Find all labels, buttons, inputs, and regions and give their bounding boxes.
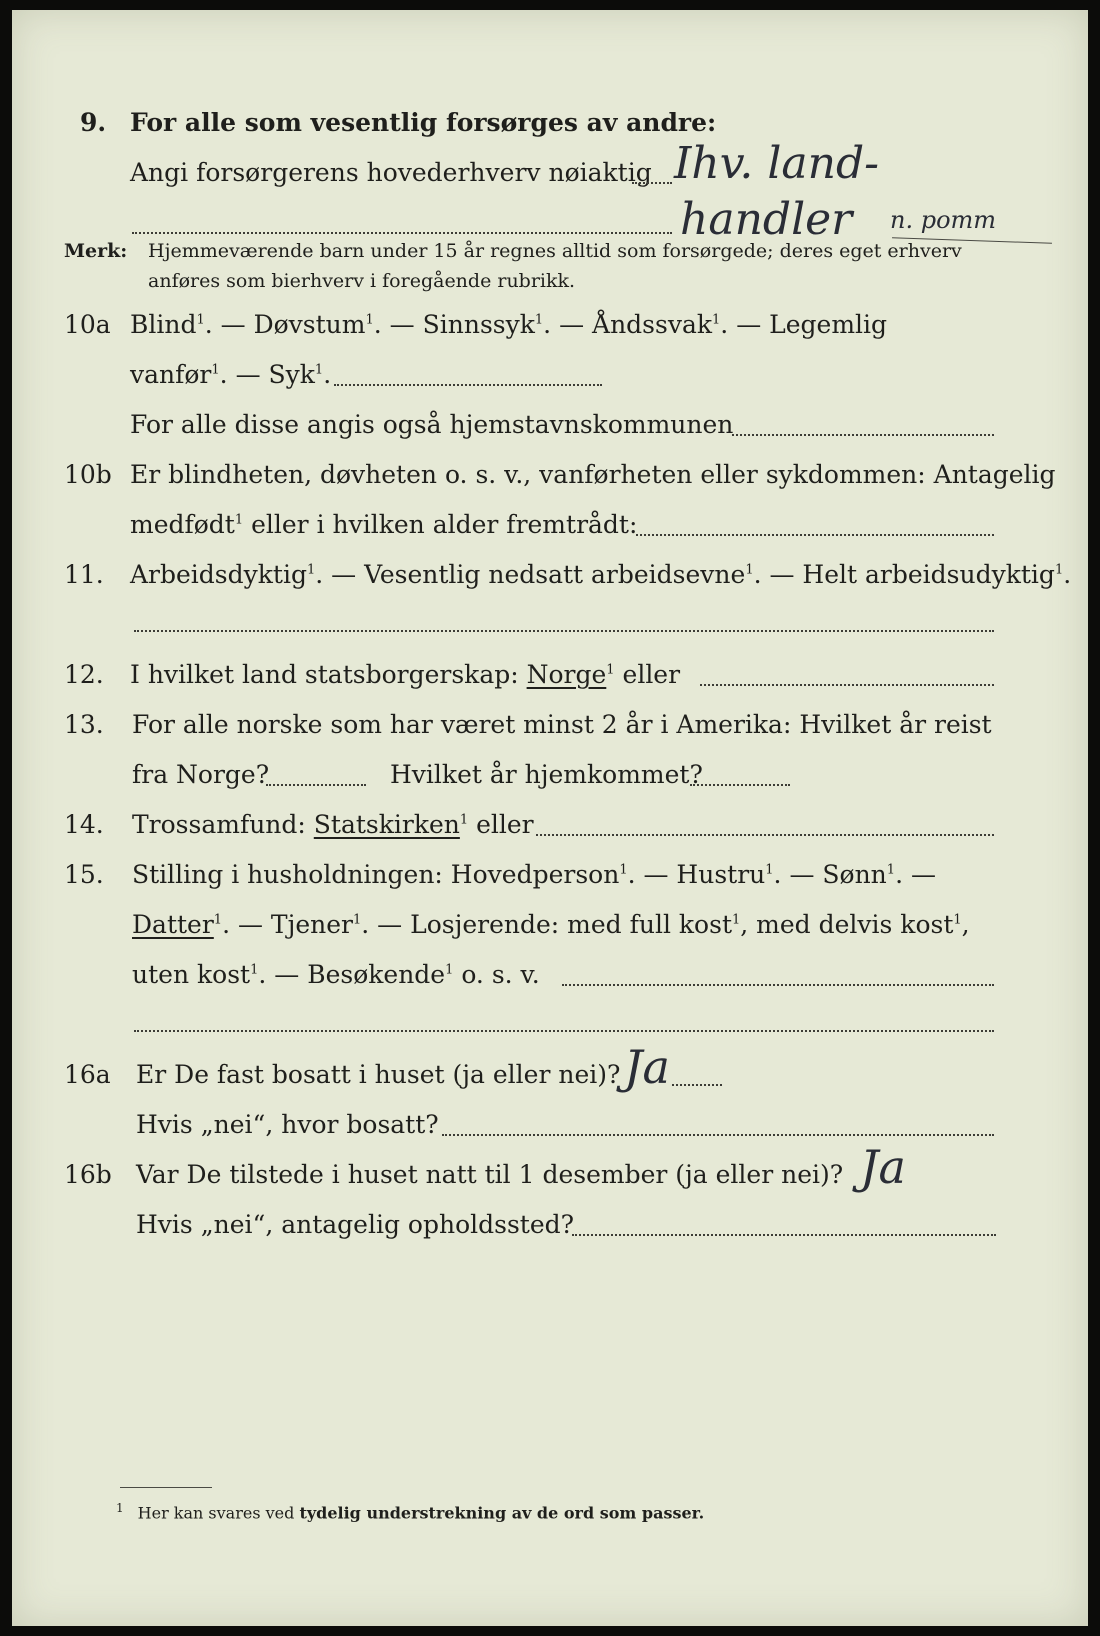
q16b-opholdssted-answer-line[interactable] [572, 1234, 996, 1236]
q13-line2b: Hvilket år hjemkommet? [390, 760, 703, 789]
q9-answer-line2[interactable] [132, 232, 672, 234]
merk-label: Merk: [64, 240, 128, 262]
footnote-mark: 1 [116, 1501, 124, 1515]
q10a-hjemstavn-answer-line[interactable] [732, 434, 994, 436]
q16a-number: 16a [64, 1060, 111, 1089]
q11-answer-line[interactable] [134, 630, 994, 632]
opt-statskirken[interactable]: Statskirken [313, 810, 460, 839]
merk-line1: Hjemmeværende barn under 15 år regnes alltid som forsørgede; deres eget erhverv [148, 240, 962, 262]
q9-line2: Angi forsørgerens hovederhverv nøiaktig [130, 158, 652, 187]
q10b-line1: Er blindheten, døvheten o. s. v., vanførheten eller sykdommen: Antagelig [130, 460, 1056, 489]
q9-line1: For alle som vesentlig forsørges av andre: [130, 108, 717, 137]
q16a-bosatt-answer-line[interactable] [442, 1134, 994, 1136]
q14-line: Trossamfund: Statskirken$^1$ eller [132, 810, 534, 839]
q15-line1: Stilling i husholdningen: Hovedperson$^1$. — Hustru$^1$. — Sønn$^1$. — [132, 860, 936, 889]
census-form-sheet [12, 10, 1088, 1626]
q10a-line2: vanfør$^1$. — Syk$^1$. [130, 360, 332, 389]
q13-number: 13. [64, 710, 104, 739]
q14-number: 14. [64, 810, 104, 839]
q11-number: 11. [64, 560, 104, 589]
q10a-number: 10a [64, 310, 111, 339]
q16b-number: 16b [64, 1160, 112, 1189]
q10b-line2: medfødt$^1$ eller i hvilken alder fremtrådt: [130, 510, 638, 539]
q13-reist-answer-line[interactable] [266, 784, 366, 786]
q12-line: I hvilket land statsborgerskap: Norge$^1$ eller [130, 660, 681, 689]
q11-line: Arbeidsdyktig$^1$. — Vesentlig nedsatt arbeidsevne$^1$. — Helt arbeidsudyktig$^1$. [130, 560, 1072, 589]
q16b-line2: Hvis „nei“, antagelig opholdssted? [136, 1210, 575, 1239]
q9-handwritten-answer-1: Ihv. land- [674, 138, 880, 189]
q15-line2: Datter$^1$. — Tjener$^1$. — Losjerende: med full kost$^1$, med delvis kost$^1$, [132, 910, 970, 939]
q16a-line1: Er De fast bosatt i huset (ja eller nei)? [136, 1060, 621, 1089]
footnote-rule [120, 1487, 212, 1488]
opt-blind[interactable]: Blind [130, 310, 197, 339]
q9-handwritten-note: n. pomm [890, 206, 997, 234]
q16b-handwritten-answer: Ja [860, 1140, 906, 1194]
q16b-line1: Var De tilstede i huset natt til 1 desember (ja eller nei)? [136, 1160, 844, 1189]
q16a-handwritten-answer: Ja [624, 1040, 670, 1094]
q10a-line1: Blind$^1$. — Døvstum$^1$. — Sinnssyk$^1$. — Åndssvak$^1$. — Legemlig [130, 310, 888, 339]
q10b-answer-line[interactable] [636, 534, 994, 536]
q16a-line2: Hvis „nei“, hvor bosatt? [136, 1110, 439, 1139]
q14-answer-line[interactable] [536, 834, 994, 836]
q15-extra-answer-line[interactable] [134, 1030, 994, 1032]
q12-answer-line[interactable] [700, 684, 994, 686]
q13-line1: For alle norske som har været minst 2 år i Amerika: Hvilket år reist [132, 710, 992, 739]
q13-line2a: fra Norge? [132, 760, 270, 789]
opt-norge[interactable]: Norge [526, 660, 607, 689]
q16a-answer-line[interactable] [672, 1084, 722, 1086]
q12-number: 12. [64, 660, 104, 689]
q9-handwritten-answer-2: handler [680, 194, 853, 245]
q10a-line3: For alle disse angis også hjemstavnskommunen [130, 410, 734, 439]
q9-number: 9. [80, 108, 107, 137]
q15-number: 15. [64, 860, 104, 889]
footnote: $^1$ Her kan svares ved tydelig understrekning av de ord som passer. [116, 1501, 705, 1523]
opt-datter[interactable]: Datter [132, 910, 214, 939]
q15-answer-line[interactable] [562, 984, 994, 986]
merk-line2: anføres som bierhverv i foregående rubrikk. [148, 270, 576, 292]
q10a-syk-answer-line[interactable] [334, 384, 602, 386]
q13-hjemkommet-answer-line[interactable] [690, 784, 790, 786]
q9-answer-line1[interactable] [632, 182, 672, 184]
q10b-number: 10b [64, 460, 112, 489]
q15-line3: uten kost$^1$. — Besøkende$^1$ o. s. v. [132, 960, 540, 989]
